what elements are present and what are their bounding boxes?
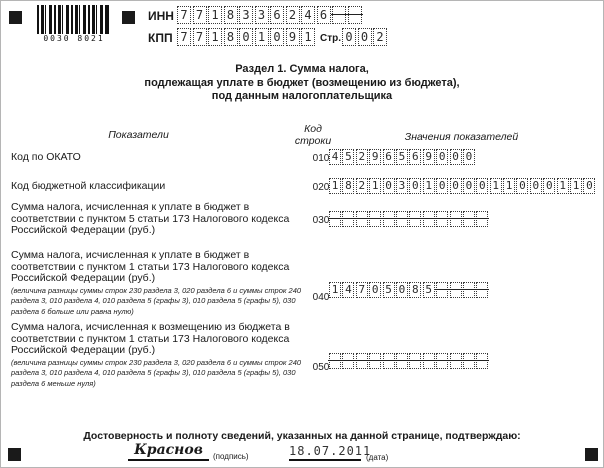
- digit-cell: 0: [476, 178, 488, 194]
- digit-cell: 0: [270, 28, 284, 46]
- digit-cell: 0: [409, 178, 421, 194]
- digit-cell: 5: [342, 149, 354, 165]
- page-number-label: Стр.: [320, 33, 342, 44]
- digit-cell: 2: [373, 28, 387, 46]
- barcode: [37, 5, 109, 34]
- digit-cell: [396, 353, 408, 369]
- date-field: [289, 444, 372, 461]
- digit-cell: [369, 353, 381, 369]
- digit-cell: [463, 282, 475, 298]
- digit-cell: 7: [356, 282, 368, 298]
- digit-cell: [332, 6, 346, 24]
- digit-cell: 6: [409, 149, 421, 165]
- digit-cell: 0: [583, 178, 595, 194]
- digit-cell: 0: [450, 149, 462, 165]
- digit-cell: [383, 211, 395, 227]
- row-value-field: [329, 282, 490, 298]
- digit-cell: 0: [436, 149, 448, 165]
- kpp-field: [177, 28, 317, 46]
- table-row-okato: [11, 152, 597, 164]
- digit-cell: 7: [193, 6, 207, 24]
- digit-cell: 0: [358, 28, 372, 46]
- section-title: [1, 63, 603, 104]
- digit-cell: [369, 211, 381, 227]
- digit-cell: 0: [239, 28, 253, 46]
- digit-cell: 1: [490, 178, 502, 194]
- digit-cell: 1: [557, 178, 569, 194]
- digit-cell: 0: [450, 178, 462, 194]
- digit-cell: 8: [224, 6, 238, 24]
- digit-cell: 7: [177, 28, 191, 46]
- digit-cell: [329, 353, 341, 369]
- row-line-code: 040: [312, 292, 330, 303]
- digit-cell: [342, 353, 354, 369]
- page-number-field: [342, 28, 389, 46]
- digit-cell: 9: [423, 149, 435, 165]
- digit-cell: 5: [383, 282, 395, 298]
- digit-cell: 2: [286, 6, 300, 24]
- row-value-field: [329, 149, 476, 165]
- digit-cell: [348, 6, 362, 24]
- table-row-tax-due-p5: [11, 202, 597, 237]
- digit-cell: [409, 353, 421, 369]
- barcode-digits: 0030 8021: [43, 34, 105, 43]
- section-title-line3: под данным налогоплательщика: [211, 90, 393, 102]
- inn-label: ИНН: [148, 9, 174, 23]
- digit-cell: 7: [193, 28, 207, 46]
- digit-cell: 0: [436, 178, 448, 194]
- digit-cell: [329, 211, 341, 227]
- registration-mark-inner: [122, 11, 135, 24]
- digit-cell: 6: [383, 149, 395, 165]
- digit-cell: [450, 282, 462, 298]
- digit-cell: [436, 353, 448, 369]
- registration-mark-bottom-left: [8, 448, 21, 461]
- digit-cell: 0: [396, 282, 408, 298]
- signature-caption: (подпись): [213, 452, 249, 461]
- digit-cell: 9: [286, 28, 300, 46]
- digit-cell: 1: [255, 28, 269, 46]
- digit-cell: 9: [369, 149, 381, 165]
- digit-cell: [356, 211, 368, 227]
- confirmation-statement: Достоверность и полноту сведений, указанных на данной странице, подтверждаю:: [83, 430, 521, 442]
- row-label: Код бюджетной классификации: [11, 180, 166, 192]
- digit-cell: 5: [396, 149, 408, 165]
- row-label: Сумма налога, исчисленная к уплате в бюджет в соответствии с пунктом 1 статьи 173 Налогового кодекса Российской Федерации (руб.): [11, 249, 290, 285]
- digit-cell: 1: [301, 28, 315, 46]
- date-caption: (дата): [366, 453, 389, 462]
- digit-cell: [342, 211, 354, 227]
- digit-cell: 4: [329, 149, 341, 165]
- digit-cell: [356, 353, 368, 369]
- digit-cell: 3: [396, 178, 408, 194]
- registration-mark-top-left: [9, 11, 22, 24]
- digit-cell: 4: [342, 282, 354, 298]
- row-label: Сумма налога, исчисленная к уплате в бюджет в соответствии с пунктом 5 статьи 173 Налогового кодекса Российской Федерации (руб.): [11, 201, 290, 237]
- digit-cell: 1: [570, 178, 582, 194]
- row-line-code: 030: [312, 215, 330, 226]
- digit-cell: 2: [356, 149, 368, 165]
- column-header-line-code: [291, 123, 335, 147]
- digit-cell: 1: [423, 178, 435, 194]
- digit-cell: 2: [356, 178, 368, 194]
- section-title-line2: подлежащая уплате в бюджет (возмещению из бюджета),: [144, 76, 460, 89]
- digit-cell: [423, 353, 435, 369]
- row-label: Сумма налога, исчисленная к возмещению из бюджета в соответствии с пунктом 1 статьи 173 Налогового кодекса Российской Федерации (руб.): [11, 321, 290, 357]
- digit-cell: 0: [543, 178, 555, 194]
- signature-text: Краснов: [134, 442, 203, 458]
- digit-cell: 3: [239, 6, 253, 24]
- digit-cell: 1: [208, 28, 222, 46]
- row-line-code: 010: [312, 153, 330, 164]
- digit-cell: 1: [329, 282, 341, 298]
- digit-cell: 6: [317, 6, 331, 24]
- column-header-line-code-line1: Код: [304, 123, 322, 135]
- digit-cell: 1: [208, 6, 222, 24]
- column-header-values: Значения показателей: [404, 131, 519, 143]
- row-value-field: [329, 353, 490, 369]
- row-line-code: 020: [312, 182, 330, 193]
- row-value-field: [329, 178, 597, 194]
- digit-cell: 0: [369, 282, 381, 298]
- digit-cell: [436, 282, 448, 298]
- digit-cell: [436, 211, 448, 227]
- digit-cell: 1: [503, 178, 515, 194]
- digit-cell: [396, 211, 408, 227]
- row-note: (величина разницы суммы строк 230 раздела 3, 020 раздела 6 и суммы строк 240 раздела 3, 010 раздела 4, 010 раздела 5 (графы 3), 010 раздела 5 (графы 5), 030 раздела 6 больше или равна нулю): [11, 286, 302, 316]
- digit-cell: 1: [369, 178, 381, 194]
- date-text: 18.07.2011: [289, 444, 372, 458]
- digit-cell: 0: [342, 28, 356, 46]
- digit-cell: [450, 353, 462, 369]
- digit-cell: 0: [383, 178, 395, 194]
- digit-cell: 8: [342, 178, 354, 194]
- row-value-field: [329, 211, 490, 227]
- digit-cell: 1: [329, 178, 341, 194]
- digit-cell: [463, 353, 475, 369]
- digit-cell: 8: [224, 28, 238, 46]
- digit-cell: 6: [270, 6, 284, 24]
- registration-mark-bottom-right: [585, 448, 598, 461]
- digit-cell: 0: [530, 178, 542, 194]
- signature-field: [128, 442, 209, 461]
- digit-cell: 0: [516, 178, 528, 194]
- row-label: Код по ОКАТО: [11, 151, 81, 163]
- kpp-label: КПП: [148, 31, 173, 45]
- digit-cell: 8: [409, 282, 421, 298]
- digit-cell: [409, 211, 421, 227]
- table-row-tax-refund: [11, 322, 597, 389]
- digit-cell: [450, 211, 462, 227]
- digit-cell: 4: [301, 6, 315, 24]
- row-note: (величина разницы суммы строк 230 раздела 3, 020 раздела 6 и суммы строк 240 раздела 3, 010 раздела 4, 010 раздела 5 (графы 3), 010 раздела 5 (графы 5), 030 раздела 6 меньше нуля): [11, 358, 302, 388]
- column-header-line-code-line2: строки: [294, 135, 332, 147]
- table-row-kbk: [11, 181, 597, 193]
- digit-cell: [423, 211, 435, 227]
- digit-cell: 0: [463, 178, 475, 194]
- digit-cell: [383, 353, 395, 369]
- inn-field: [177, 6, 363, 24]
- digit-cell: 0: [463, 149, 475, 165]
- digit-cell: 3: [255, 6, 269, 24]
- digit-cell: 7: [177, 6, 191, 24]
- column-header-indicators: Показатели: [108, 129, 169, 141]
- section-title-line1: Раздел 1. Сумма налога,: [235, 63, 369, 75]
- digit-cell: [476, 211, 488, 227]
- row-line-code: 050: [312, 362, 330, 373]
- table-row-tax-due-p1: [11, 250, 597, 317]
- digit-cell: [463, 211, 475, 227]
- digit-cell: [476, 353, 488, 369]
- digit-cell: 5: [423, 282, 435, 298]
- digit-cell: [476, 282, 488, 298]
